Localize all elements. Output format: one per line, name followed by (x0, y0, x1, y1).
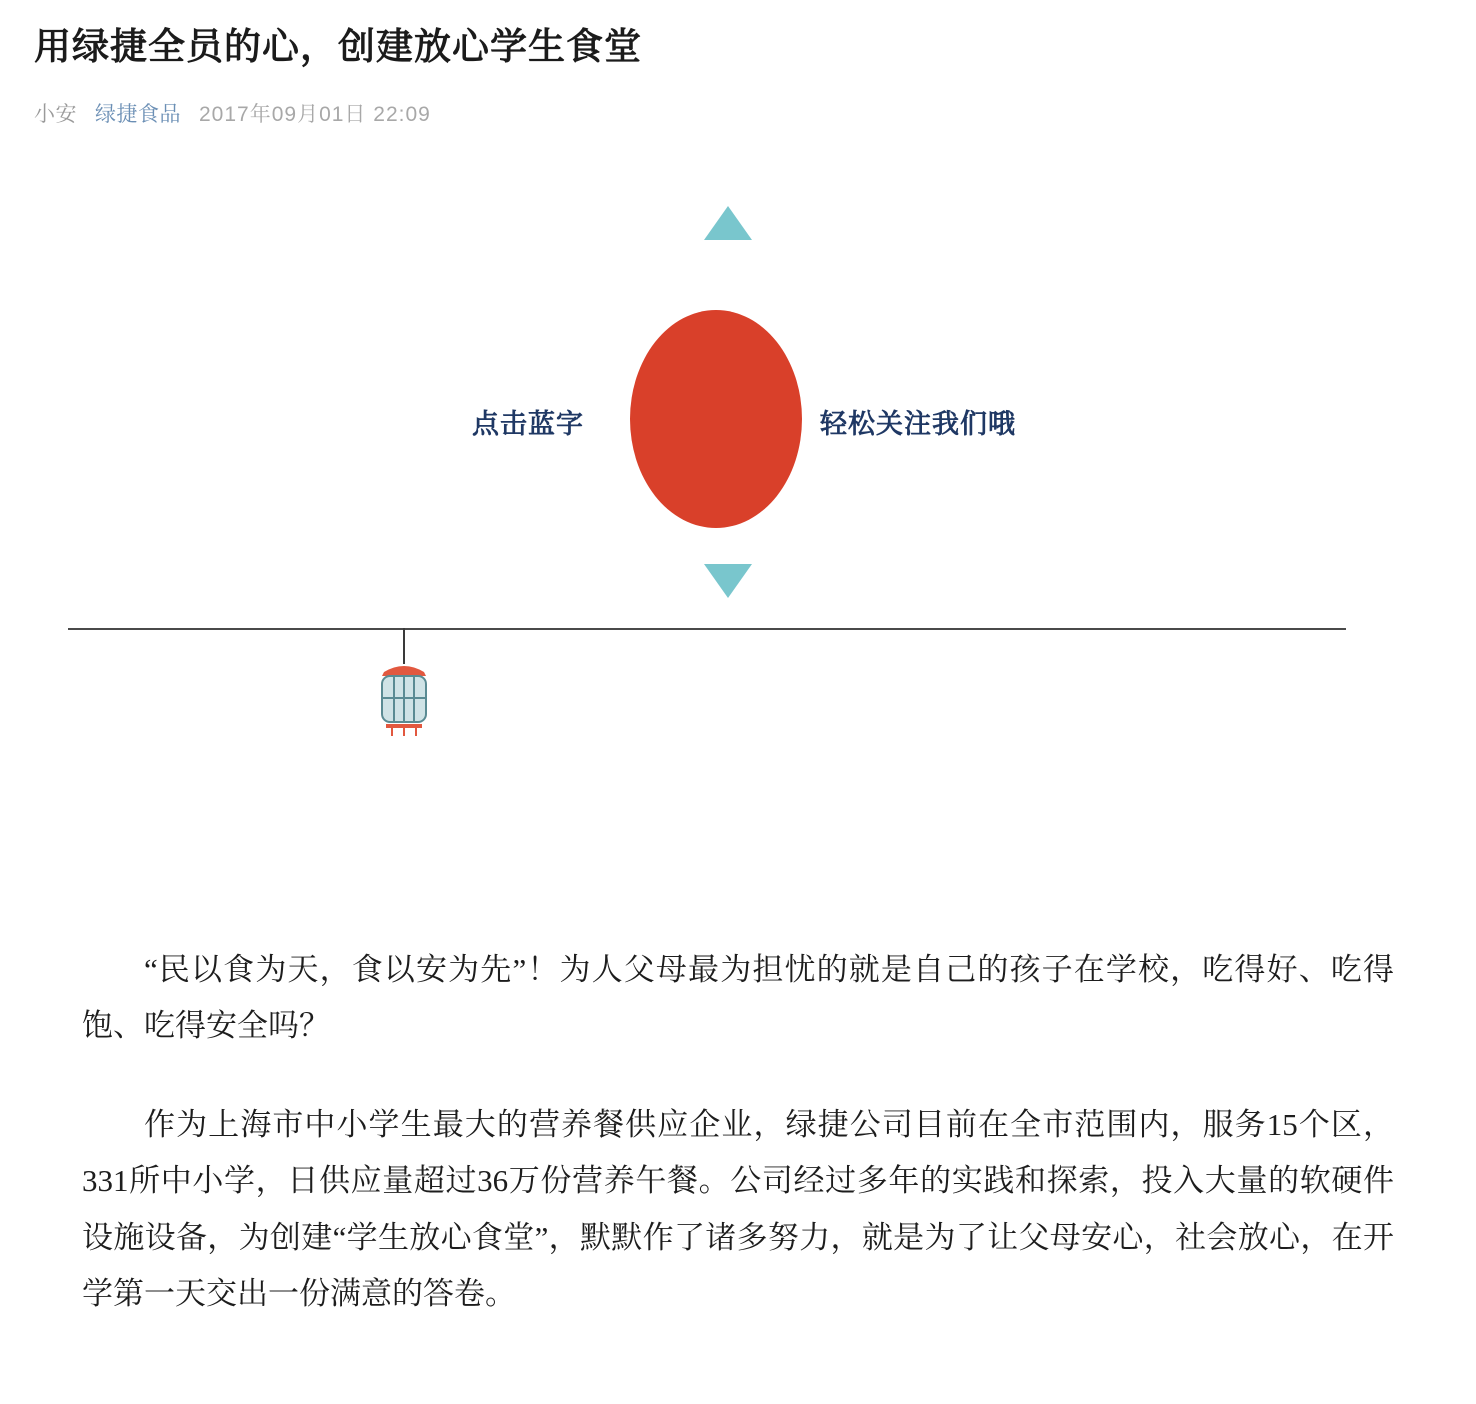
cable-car-icon (368, 658, 440, 744)
banner-text-right: 轻松关注我们哦 (820, 408, 1016, 439)
banner-image (34, 188, 1442, 868)
article-paragraph: “民以食为天，食以安为先”！为人父母最为担忧的就是自己的孩子在学校，吃得好、吃得饱、吃得安全吗？ (82, 951, 1394, 1044)
red-ellipse-shape (630, 310, 802, 528)
triangle-up-icon (704, 206, 752, 240)
triangle-down-icon (704, 564, 752, 598)
article-meta (34, 98, 1442, 128)
banner-text-left: 点击蓝字 (472, 408, 584, 439)
article-paragraph: 作为上海市中小学生最大的营养餐供应企业，绿捷公司目前在全市范围内，服务15个区，331所中小学，日供应量超过36万份营养午餐。公司经过多年的实践和探索，投入大量的软硬件设施设备，为创建“学生放心食堂”，默默作了诸多努力，就是为了让父母安心，社会放心，在开学第一天交出一份满意的答卷。 (82, 1106, 1394, 1311)
meta-account-link[interactable]: 绿捷食品 (95, 102, 181, 126)
article-body (34, 942, 1442, 1404)
meta-author: 小安 (34, 102, 77, 126)
article-page (0, 22, 1476, 1404)
meta-datetime: 2017年09月01日 22:09 (199, 102, 431, 126)
page-title: 用绿捷全员的心，创建放心学生食堂 (34, 26, 642, 67)
cable-line (68, 628, 1346, 630)
